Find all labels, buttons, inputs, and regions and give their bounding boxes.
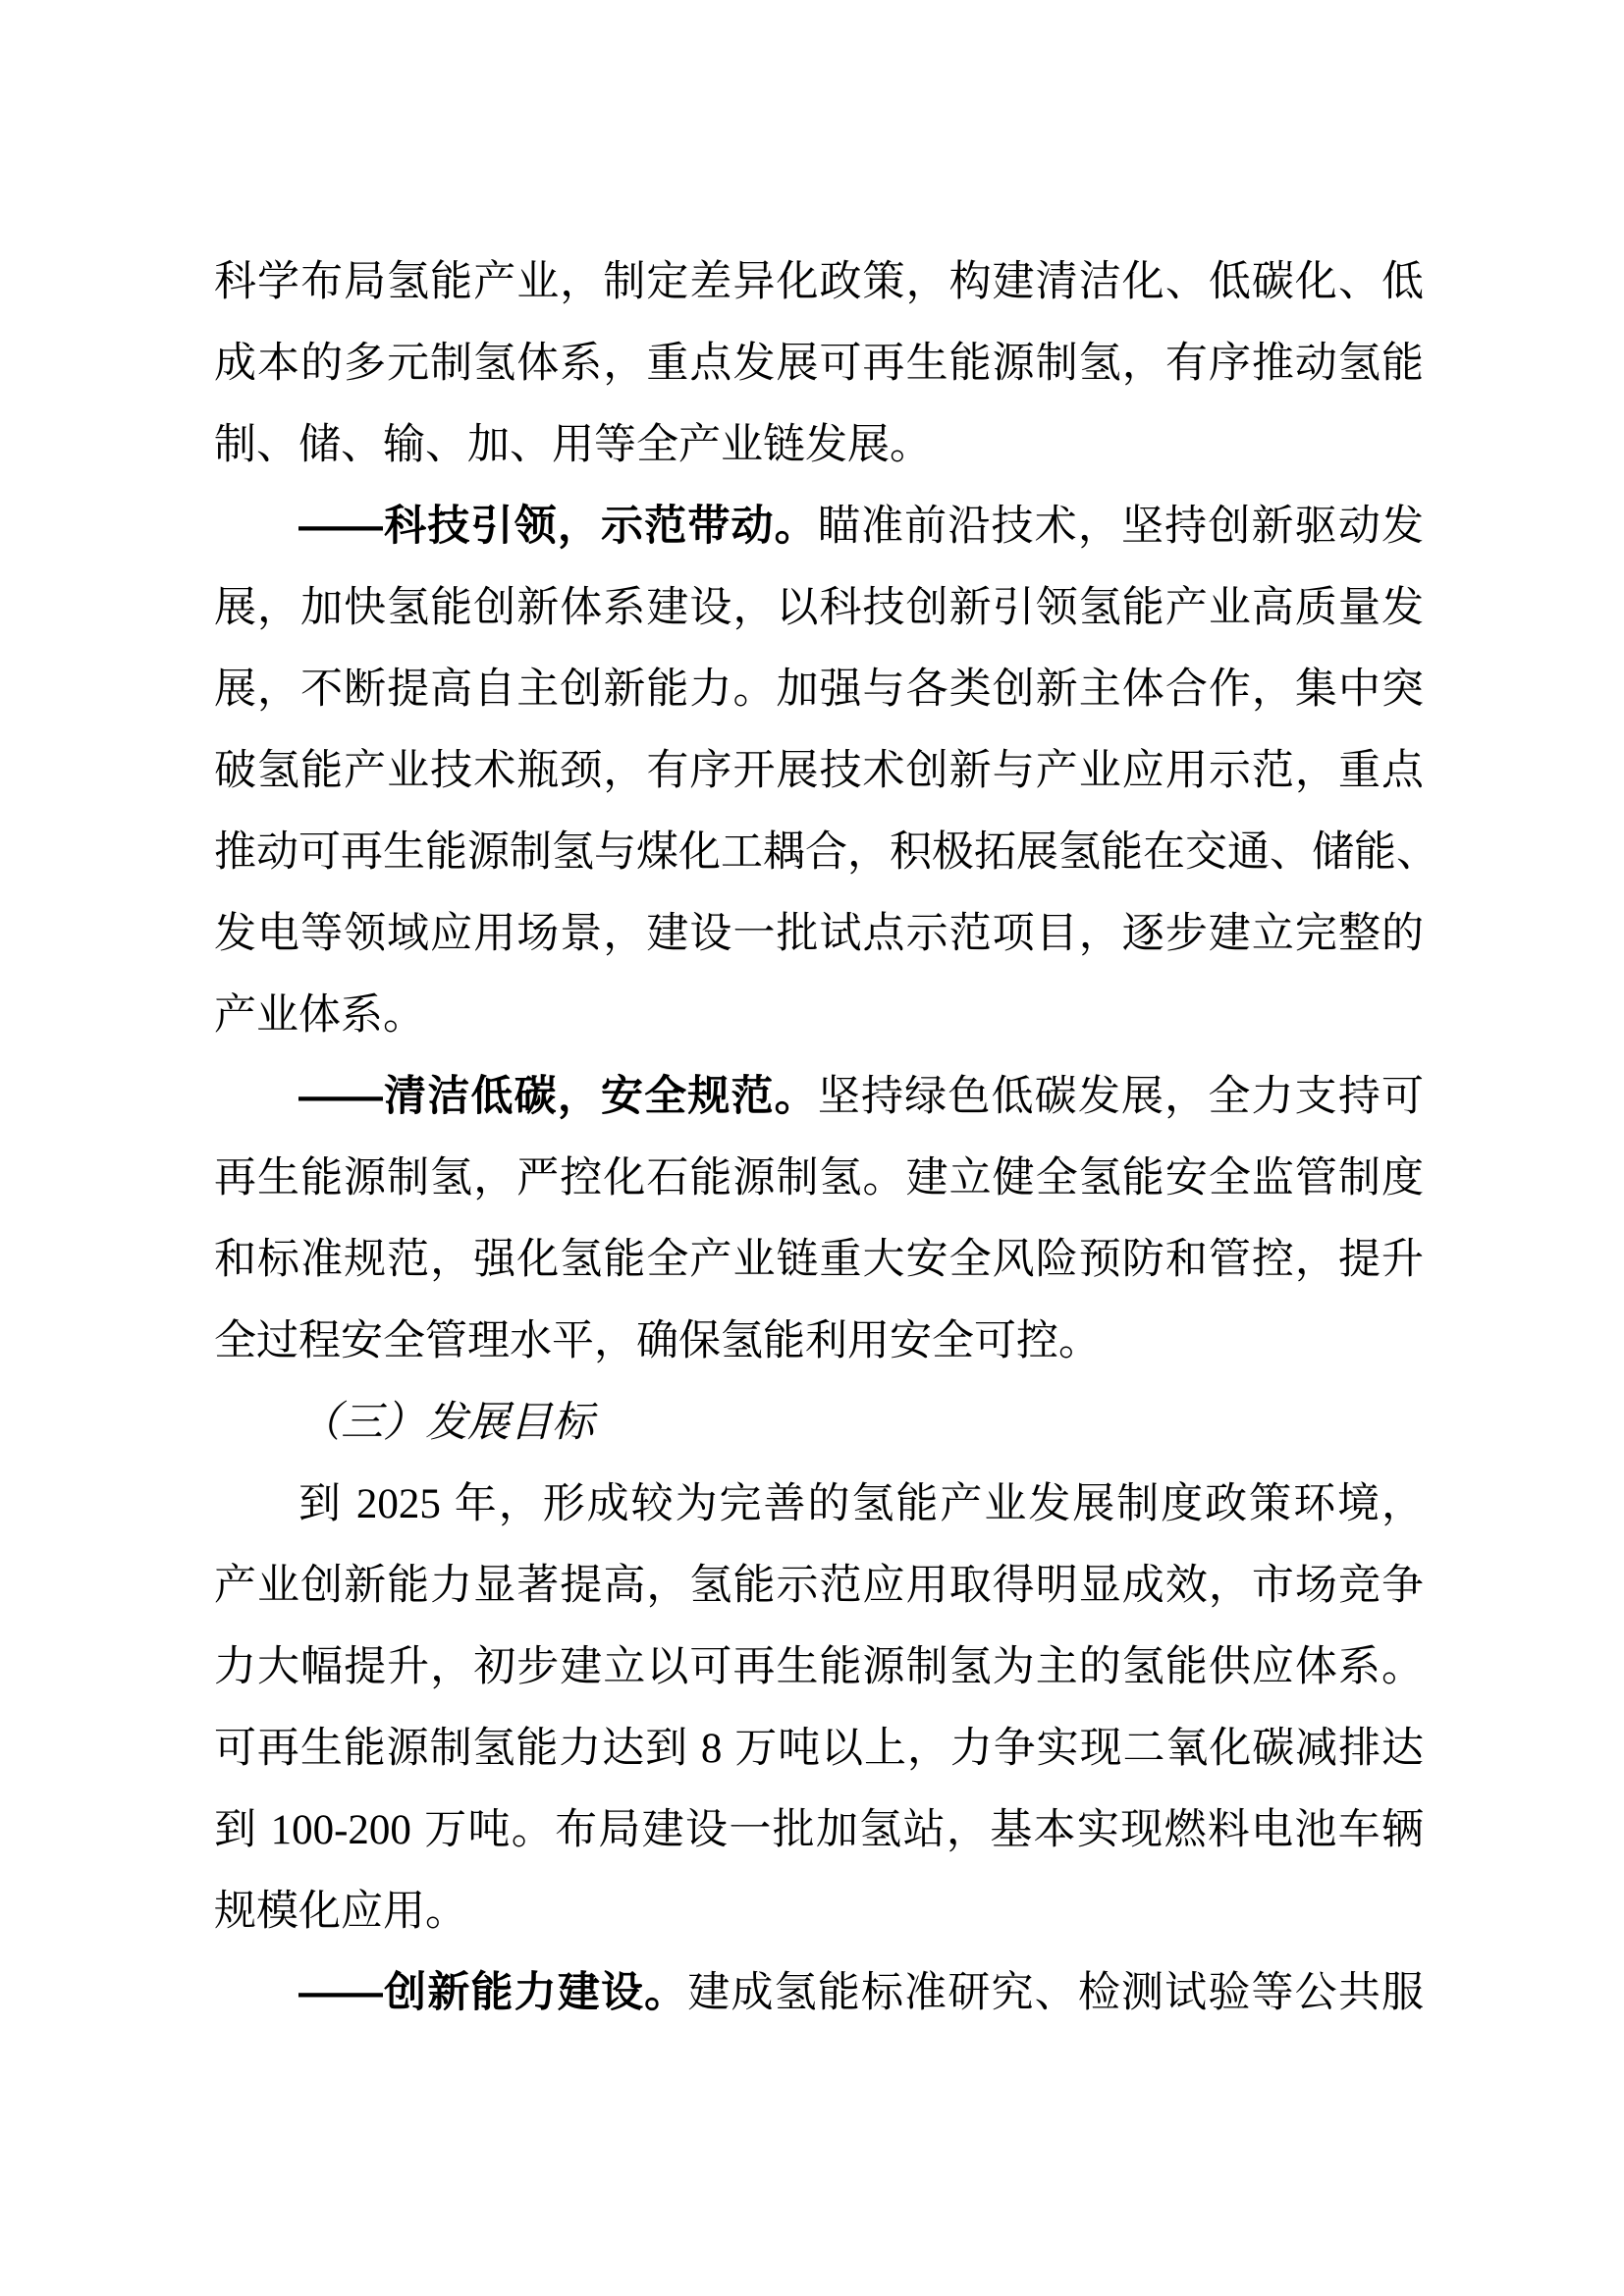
body-text: 产业体系。: [214, 991, 425, 1039]
numeral-text: 8: [700, 1726, 723, 1772]
paragraph-continued-from-previous-page: [214, 241, 1424, 486]
text-line: [214, 1871, 1424, 1952]
body-text: 年，形成较为完善的氢能产业发展制度政策环境，: [440, 1480, 1424, 1527]
body-text: 产业创新能力显著提高，氢能示范应用取得明显成效，市场竞争: [214, 1562, 1424, 1609]
body-text: 全过程安全管理水平，确保氢能利用安全可控。: [214, 1317, 1101, 1364]
text-line: [214, 975, 1424, 1056]
text-line: [214, 1952, 1424, 2034]
body-text: 推动可再生能源制氢与煤化工耦合，积极拓展氢能在交通、储能、: [214, 828, 1438, 876]
emphasis-lead-text: ——清洁低碳，安全规范。: [298, 1073, 818, 1120]
numeral-text: 100-200: [270, 1807, 411, 1853]
text-line: [214, 1545, 1424, 1627]
paragraph-keji-yinling: [214, 486, 1438, 1056]
text-line: [214, 649, 1424, 730]
body-text: 科学布局氢能产业，制定差异化政策，构建清洁化、低碳化、低: [214, 258, 1424, 305]
text-line: [214, 893, 1424, 975]
body-text: 制、储、输、加、用等全产业链发展。: [214, 421, 932, 468]
body-text: 再生能源制氢，严控化石能源制氢。建立健全氢能安全监管制度: [214, 1154, 1424, 1201]
body-text: 万吨以上，力争实现二氧化碳减排达: [722, 1725, 1424, 1772]
text-line: [214, 1056, 1424, 1138]
text-line: [214, 1219, 1424, 1301]
text-line: [214, 1627, 1424, 1708]
body-text: 和标准规范，强化氢能全产业链重大安全风险预防和管控，提升: [214, 1236, 1424, 1283]
body-text: 成本的多元制氢体系，重点发展可再生能源制氢，有序推动氢能: [214, 340, 1424, 387]
text-line: [214, 1138, 1424, 1219]
emphasis-lead-text: ——创新能力建设。: [298, 1969, 688, 2016]
text-line: [214, 812, 1438, 893]
text-line: [214, 486, 1424, 567]
paragraph-chuangxin-nengli: [214, 1952, 1424, 2034]
text-line: [214, 730, 1424, 812]
body-text: 破氢能产业技术瓶颈，有序开展技术创新与产业应用示范，重点: [214, 747, 1424, 794]
text-line: [214, 404, 1424, 486]
body-text: 到: [214, 1806, 271, 1853]
text-line: [214, 241, 1424, 323]
paragraph-2025-goals: [214, 1464, 1424, 1952]
text-block: [214, 241, 1438, 2034]
text-line: [214, 1789, 1424, 1871]
emphasis-lead-text: ——科技引领，示范带动。: [298, 503, 818, 550]
body-text: 力大幅提升，初步建立以可再生能源制氢为主的氢能供应体系。: [214, 1643, 1424, 1690]
text-line: [214, 1382, 1424, 1464]
text-line: [214, 1301, 1424, 1382]
body-text: 展，加快氢能创新体系建设，以科技创新引领氢能产业高质量发: [214, 584, 1424, 631]
body-text: 万吨。布局建设一批加氢站，基本实现燃料电池车辆: [410, 1806, 1424, 1853]
body-text: 规模化应用。: [214, 1888, 467, 1935]
numeral-text: 2025: [355, 1481, 441, 1527]
body-text: 到: [298, 1480, 356, 1527]
body-text: 坚持绿色低碳发展，全力支持可: [817, 1073, 1425, 1120]
body-text: 建成氢能标准研究、检测试验等公共服: [687, 1969, 1425, 2016]
text-line: [214, 567, 1424, 649]
section-heading-development-goals: [214, 1382, 1424, 1464]
text-line: [214, 1708, 1424, 1789]
section-heading-text: （三）发展目标: [298, 1400, 594, 1446]
body-text: 展，不断提高自主创新能力。加强与各类创新主体合作，集中突: [214, 666, 1424, 713]
body-text: 可再生能源制氢能力达到: [214, 1725, 701, 1772]
text-line: [214, 1464, 1424, 1545]
paragraph-qingjie-ditan: [214, 1056, 1424, 1382]
body-text: 瞄准前沿技术，坚持创新驱动发: [817, 503, 1425, 550]
body-text: 发电等领域应用场景，建设一批试点示范项目，逐步建立完整的: [214, 910, 1424, 957]
text-line: [214, 323, 1424, 404]
